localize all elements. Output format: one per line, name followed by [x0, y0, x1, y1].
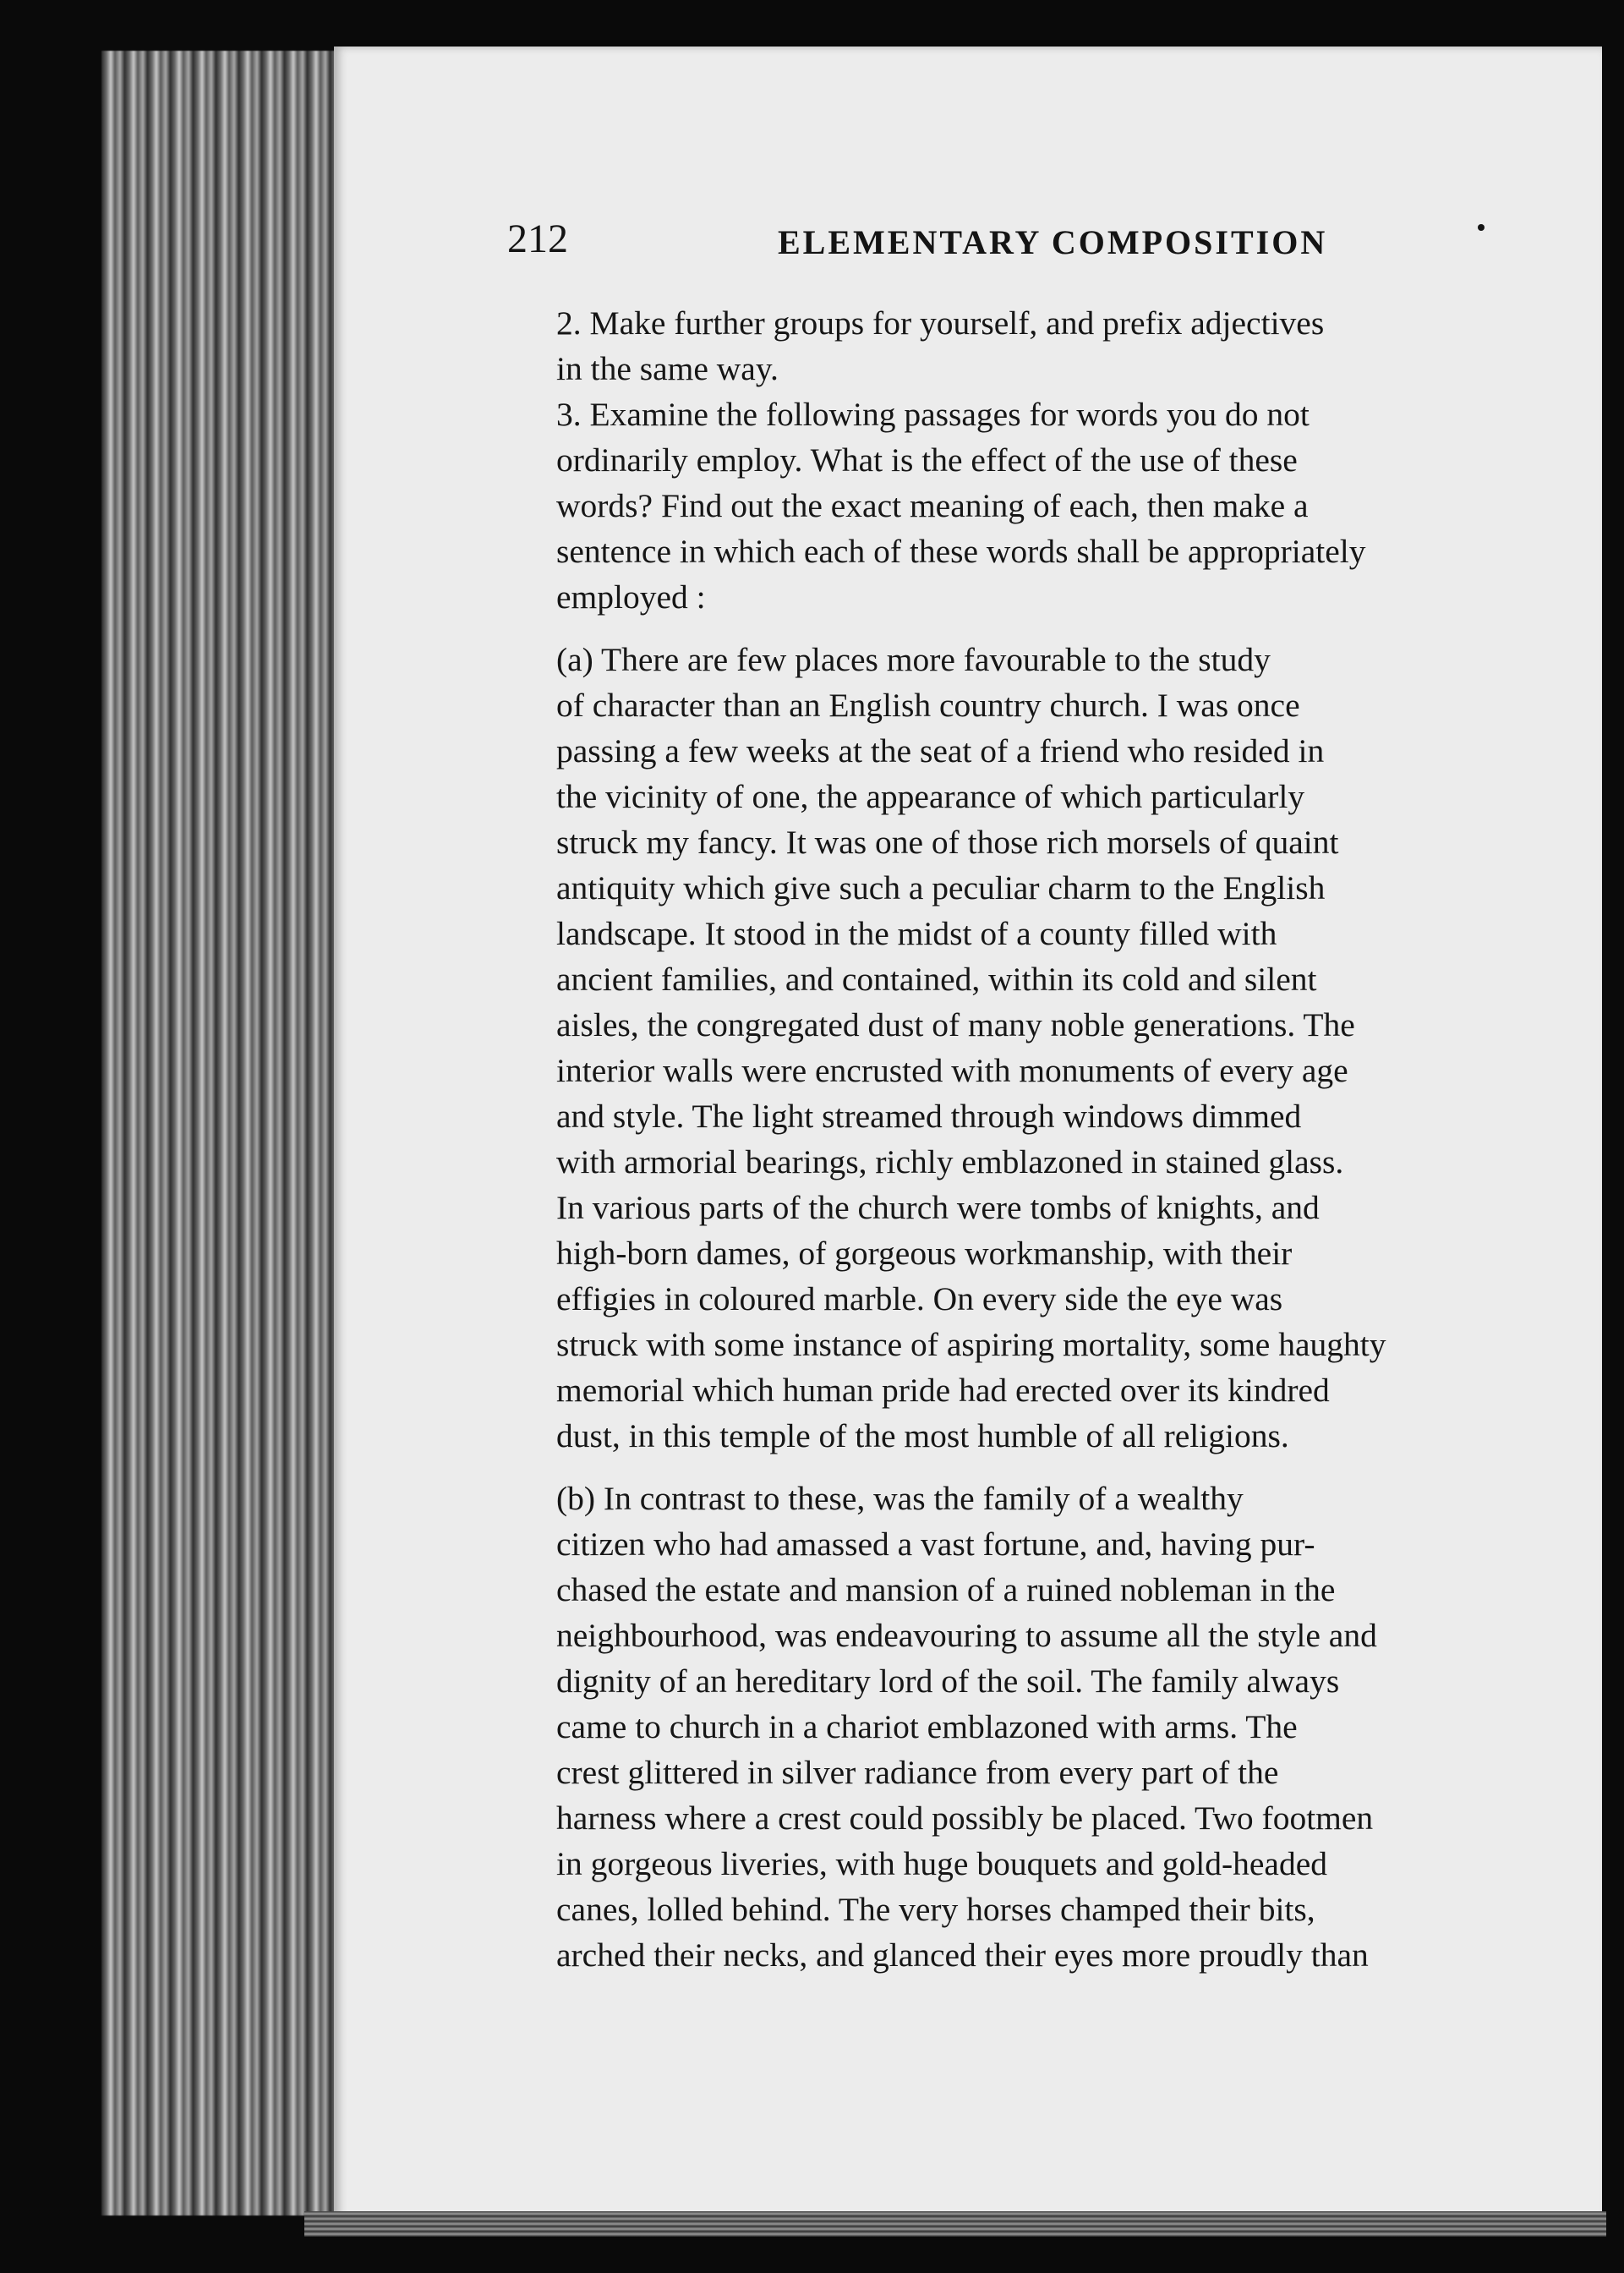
text-line: in the same way.: [556, 350, 779, 387]
paragraph-gap: [507, 620, 1556, 637]
text-line: with armorial bearings, richly emblazoned in stained glass.: [556, 1143, 1344, 1180]
text-line: came to church in a chariot emblazoned with arms. The: [556, 1708, 1298, 1745]
text-line: passing a few weeks at the seat of a friend who resided in: [556, 732, 1325, 770]
text-line: and style. The light streamed through windows dimmed: [556, 1098, 1302, 1135]
text-line: arched their necks, and glanced their eyes more proudly than: [556, 1936, 1369, 1974]
text-line: antiquity which give such a peculiar charm to the English: [556, 869, 1326, 906]
paragraph-exercise-2: [507, 300, 1556, 392]
text-line: canes, lolled behind. The very horses champed their bits,: [556, 1891, 1315, 1928]
text-line: struck with some instance of aspiring mortality, some haughty: [556, 1326, 1386, 1363]
text-line: effigies in coloured marble. On every side the eye was: [556, 1280, 1283, 1317]
text-line: sentence in which each of these words shall be appropriately: [556, 533, 1366, 570]
text-line: landscape. It stood in the midst of a county filled with: [556, 915, 1277, 952]
text-line: 2. Make further groups for yourself, and prefix adjectives: [556, 304, 1325, 342]
page-bottom-edge: [304, 2211, 1606, 2237]
text-line: interior walls were encrusted with monuments of every age: [556, 1052, 1348, 1089]
text-line: crest glittered in silver radiance from every part of the: [556, 1754, 1279, 1791]
text-line: ordinarily employ. What is the effect of the use of these: [556, 441, 1298, 479]
text-line: (a) There are few places more favourable to the study: [556, 641, 1271, 678]
text-line: struck my fancy. It was one of those rich morsels of quaint: [556, 824, 1339, 861]
passage-b: [507, 1476, 1556, 1978]
text-line: 3. Examine the following passages for words you do not: [556, 396, 1310, 433]
book-spine-edge: [101, 51, 347, 2215]
text-line: harness where a crest could possibly be placed. Two footmen: [556, 1799, 1374, 1837]
paragraph-exercise-3: [507, 392, 1556, 620]
text-line: ancient families, and contained, within its cold and silent: [556, 961, 1317, 998]
text-line: words? Find out the exact meaning of each, then make a: [556, 487, 1309, 524]
text-line: of character than an English country church. I was once: [556, 687, 1300, 724]
text-line: dignity of an hereditary lord of the soil. The family always: [556, 1662, 1340, 1700]
passage-a: [507, 637, 1556, 1459]
ink-dot: [1478, 224, 1485, 231]
page-number: 212: [507, 216, 568, 261]
text-line: in gorgeous liveries, with huge bouquets and gold-headed: [556, 1845, 1327, 1882]
paragraph-gap: [507, 1459, 1556, 1476]
text-line: chased the estate and mansion of a ruined nobleman in the: [556, 1571, 1336, 1608]
text-line: citizen who had amassed a vast fortune, and, having pur-: [556, 1525, 1315, 1563]
text-line: memorial which human pride had erected over its kindred: [556, 1372, 1330, 1409]
text-line: employed :: [556, 578, 706, 616]
text-line: the vicinity of one, the appearance of which particularly: [556, 778, 1305, 815]
text-line: In various parts of the church were tombs of knights, and: [556, 1189, 1320, 1226]
text-line: neighbourhood, was endeavouring to assume all the style and: [556, 1617, 1377, 1654]
text-line: aisles, the congregated dust of many noble generations. The: [556, 1006, 1355, 1043]
body-text: [507, 300, 1556, 1978]
page-header: [507, 216, 1505, 275]
text-line: high-born dames, of gorgeous workmanship, with their: [556, 1235, 1293, 1272]
text-line: dust, in this temple of the most humble of all religions.: [556, 1417, 1289, 1454]
running-title: ELEMENTARY COMPOSITION: [778, 223, 1328, 261]
text-line: (b) In contrast to these, was the family of a wealthy: [556, 1480, 1244, 1517]
